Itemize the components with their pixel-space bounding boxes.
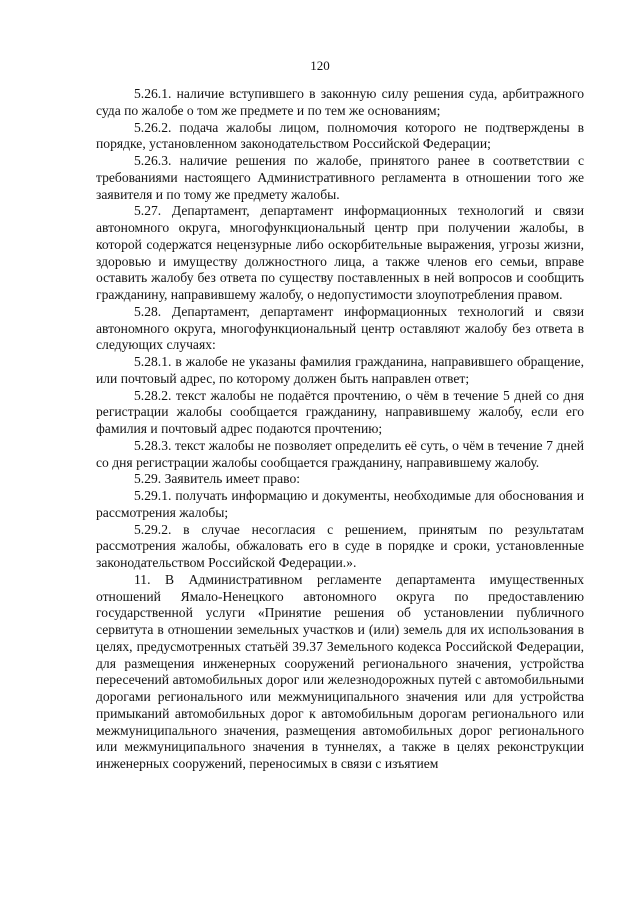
- document-body: [96, 86, 584, 773]
- clause-5-28-2: 5.28.2. текст жалобы не подаётся прочтению, о чём в течение 5 дней со дня регистрации жалобы сообщается гражданину, направившему жалобу, если его фамилия и почтовый адрес подаются прочтению;: [96, 387, 584, 436]
- clause-5-29-1: 5.29.1. получать информацию и документы, необходимые для обоснования и рассмотрения жалобы;: [96, 488, 584, 520]
- clause-5-26-1: 5.26.1. наличие вступившего в законную силу решения суда, арбитражного суда по жалобе о том же предмете и по тем же основаниям;: [96, 86, 584, 118]
- clause-5-28-3: 5.28.3. текст жалобы не позволяет определить её суть, о чём в течение 7 дней со дня регистрации жалобы сообщается гражданину, направившему жалобу.: [96, 437, 584, 470]
- item-11: 11. В Административном регламенте департамента имущественных отношений Ямало-Ненецкого автономного округа по предоставлению государственной услуги «Принятие решения об установлении публичного сервитута в отношении земельных участков и (или) земель для их использования в целях, предусмотренных статьёй 39.37 Земельного кодекса Российской Федерации, для размещения инженерных сооружений регионального значения, устройства пересечений автомобильных дорог или железнодорожных путей с автомобильными дорогами регионального или межмуниципального значения или для устройства примыканий автомобильных дорог к автомобильным дорогам регионального или межмуниципального значения, размещения автомобильных дорог регионального или межмуниципального значения в туннелях, а также в целях реконструкции инженерных сооружений, переносимых в связи с изъятием: [96, 571, 584, 771]
- clause-5-28: 5.28. Департамент, департамент информационных технологий и связи автономного округа, многофункциональный центр оставляют жалобу без ответа в следующих случаях:: [96, 303, 584, 353]
- page-number: 120: [310, 58, 330, 73]
- clause-5-29: 5.29. Заявитель имеет право:: [134, 471, 301, 487]
- clause-5-28-1: 5.28.1. в жалобе не указаны фамилия гражданина, направившего обращение, или почтовый адрес, по которому должен быть направлен ответ;: [96, 354, 584, 386]
- clause-5-26-2: 5.26.2. подача жалобы лицом, полномочия которого не подтверждены в порядке, установленном законодательством Российской Федерации;: [96, 119, 584, 152]
- clause-5-26-3: 5.26.3. наличие решения по жалобе, принятого ранее в соответствии с требованиями настоящего Административного регламента в отношении того же заявителя и по тому же предмету жалобы.: [96, 153, 584, 202]
- clause-5-27: 5.27. Департамент, департамент информационных технологий и связи автономного округа, многофункциональный центр при получении жалобы, в которой содержатся нецензурные либо оскорбительные выражения, угрозы жизни, здоровью и имуществу должностного лица, а также членов его семьи, вправе оставить жалобу без ответа по существу поставленных в ней вопросов и сообщить гражданину, направившему жалобу, о недопустимости злоупотребления правом.: [96, 203, 584, 302]
- clause-5-29-2: 5.29.2. в случае несогласия с решением, принятым по результатам рассмотрения жалобы, обжаловать его в суде в порядке и сроки, установленные законодательством Российской Федерации.».: [96, 521, 584, 570]
